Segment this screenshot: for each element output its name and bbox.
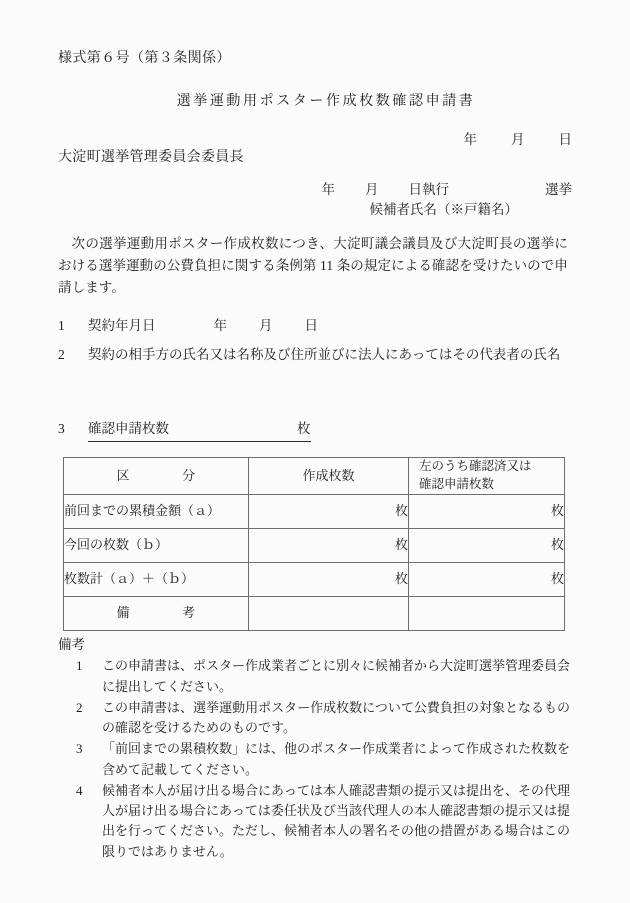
header-made-count: 作成枚数 xyxy=(249,458,409,495)
note-item xyxy=(58,698,570,739)
row-label-remarks xyxy=(64,596,249,630)
remarks-left-char: 備 xyxy=(116,604,130,620)
item-3-label: 確認申請枚数 xyxy=(88,421,169,436)
body-paragraph: 次の選挙運動用ポスター作成枚数につき、大淀町議会議員及び大淀町長の選挙における選挙運動の公費負担に関する条例第 11 条の規定による確認を受けたいので申請します。 xyxy=(58,236,568,295)
item-2-number: 2 xyxy=(58,347,65,362)
note-1-number: 1 xyxy=(76,658,83,674)
note-item xyxy=(58,781,570,862)
header-confirmed-line2: 確認申請枚数 xyxy=(419,476,495,491)
row-label-total-count: 枚数計（ａ）＋（ｂ） xyxy=(64,562,249,596)
table-row xyxy=(64,528,565,562)
item-1-number: 1 xyxy=(58,318,65,333)
item-3-underline-field xyxy=(88,419,311,442)
row-made-remarks[interactable] xyxy=(249,596,409,630)
table-row xyxy=(64,562,565,596)
note-1-text: この申請書は、ポスター作成業者ごとに別々に候補者から大淀町選挙管理委員会に提出してください。 xyxy=(102,658,571,694)
row-label-previous-total: 前回までの累積金額（ａ） xyxy=(64,494,249,528)
item-1-label: 契約年月日 xyxy=(88,318,156,333)
item-1-day: 日 xyxy=(304,318,318,333)
note-4-number: 4 xyxy=(76,782,83,798)
table-header-row xyxy=(64,458,565,495)
date-month-label: 月 xyxy=(511,132,525,147)
note-3-number: 3 xyxy=(76,741,83,757)
table-row xyxy=(64,494,565,528)
item-3-number: 3 xyxy=(58,421,65,436)
note-item xyxy=(58,656,570,697)
item-2-label: 契約の相手方の氏名又は名称及び住所並びに法人にあってはその代表者の氏名 xyxy=(88,347,561,362)
row-confirmed-current-count[interactable]: 枚 xyxy=(409,528,565,562)
item-3-unit: 枚 xyxy=(297,421,311,436)
header-kubun-left: 区 xyxy=(116,467,130,483)
addressee: 大淀町選挙管理委員会委員長 xyxy=(58,150,244,165)
form-number: 様式第６号（第３条関係） xyxy=(58,51,231,66)
candidate-name-line: 候補者氏名（※戸籍名） xyxy=(369,202,518,217)
exec-day-label: 日執行 xyxy=(408,182,449,197)
remarks-right-char: 考 xyxy=(182,604,196,620)
count-table xyxy=(63,457,565,631)
row-made-previous-total[interactable]: 枚 xyxy=(249,494,409,528)
row-made-current-count[interactable]: 枚 xyxy=(249,528,409,562)
header-kubun xyxy=(64,458,249,495)
row-label-current-count: 今回の枚数（ｂ） xyxy=(64,528,249,562)
item-counterparty xyxy=(58,345,560,366)
row-confirmed-previous-total[interactable]: 枚 xyxy=(409,494,565,528)
note-item xyxy=(58,739,570,780)
document-title: 選挙運動用ポスター作成枚数確認申請書 xyxy=(176,94,476,109)
item-1-year: 年 xyxy=(213,318,227,333)
date-year-label: 年 xyxy=(463,132,477,147)
notes-title: 備考 xyxy=(58,637,85,652)
note-2-text: この申請書は、選挙運動用ポスター作成枚数について公費負担の対象となるものの確認を受けるためのものです。 xyxy=(102,699,570,736)
note-4-text: 候補者本人が届け出る場合にあっては本人確認書類の提示又は提出を、その代理人が届け出る場合にあっては委任状及び当該代理人の本人確認書類の提示又は提出を行ってください。ただし、候補者本人の署名その他の措置がある場合はこの限りではありません。 xyxy=(102,782,571,859)
header-confirmed-line1: 左のうち確認済又は xyxy=(419,459,532,473)
note-3-text: 「前回までの累積枚数」には、他のポスター作成業者によって作成された枚数を含めて記載してください。 xyxy=(102,741,571,777)
exec-election-label: 選挙 xyxy=(545,182,572,197)
header-confirmed-count xyxy=(409,458,565,495)
row-confirmed-total-count[interactable]: 枚 xyxy=(409,562,565,596)
item-contract-date xyxy=(58,316,318,337)
note-2-number: 2 xyxy=(76,699,83,715)
item-requested-count xyxy=(58,419,311,442)
table-remarks-row xyxy=(64,596,565,630)
exec-month-label: 月 xyxy=(365,182,379,197)
header-kubun-right: 分 xyxy=(182,467,196,483)
exec-year-label: 年 xyxy=(321,182,335,197)
date-day-label: 日 xyxy=(558,132,572,147)
item-1-month: 月 xyxy=(259,318,273,333)
row-confirmed-remarks[interactable] xyxy=(409,596,565,630)
notes-section xyxy=(58,635,570,862)
row-made-total-count[interactable]: 枚 xyxy=(249,562,409,596)
election-exec-line xyxy=(0,180,572,201)
